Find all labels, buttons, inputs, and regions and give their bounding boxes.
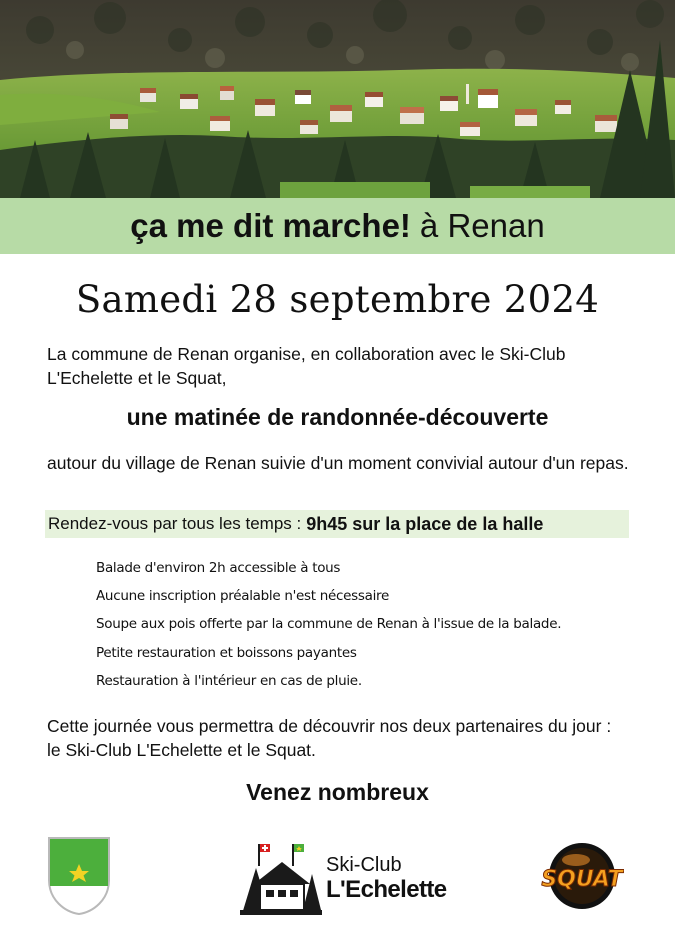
banner-location: à Renan — [419, 207, 545, 244]
meeting-value: 9h45 sur la place de la halle — [306, 513, 544, 534]
title-banner — [0, 198, 675, 254]
partners-text: Cette journée vous permettra de découvrir nos deux partenaires du jour : le Ski-Club L'Echelette et le Squat. — [47, 716, 612, 760]
event-date: Samedi 28 septembre 2024 — [75, 278, 600, 321]
detail-item: Aucune inscription préalable n'est nécessaire — [96, 588, 389, 605]
details-list — [96, 556, 561, 697]
description-text: autour du village de Renan suivie d'un moment convivial autour d'un repas. — [47, 453, 629, 473]
renan-crest-logo — [47, 836, 111, 921]
skiclub-logo — [238, 838, 448, 918]
hero-photo — [0, 0, 675, 198]
closing-text: Venez nombreux — [246, 779, 429, 805]
squat-logo — [540, 842, 624, 915]
meeting-label: Rendez-vous par tous les temps : — [48, 514, 302, 533]
banner-slogan: ça me dit marche! — [130, 207, 411, 244]
event-subtitle: une matinée de randonnée-découverte — [126, 404, 549, 430]
detail-item: Balade d'environ 2h accessible à tous — [96, 560, 341, 576]
skiclub-name-line2: L'Echelette — [326, 876, 447, 903]
skiclub-name-line1: Ski-Club — [326, 854, 402, 876]
squat-wordmark: SQUAT — [541, 867, 623, 892]
detail-item: Restauration à l'intérieur en cas de pluie. — [96, 672, 362, 689]
intro-text: La commune de Renan organise, en collaboration avec le Ski-Club L'Echelette et le Squat, — [47, 344, 566, 388]
detail-item: Soupe aux pois offerte par la commune de Renan à l'issue de la balade. — [96, 616, 562, 633]
meeting-info — [45, 510, 629, 538]
detail-item: Petite restauration et boissons payantes — [96, 644, 357, 661]
